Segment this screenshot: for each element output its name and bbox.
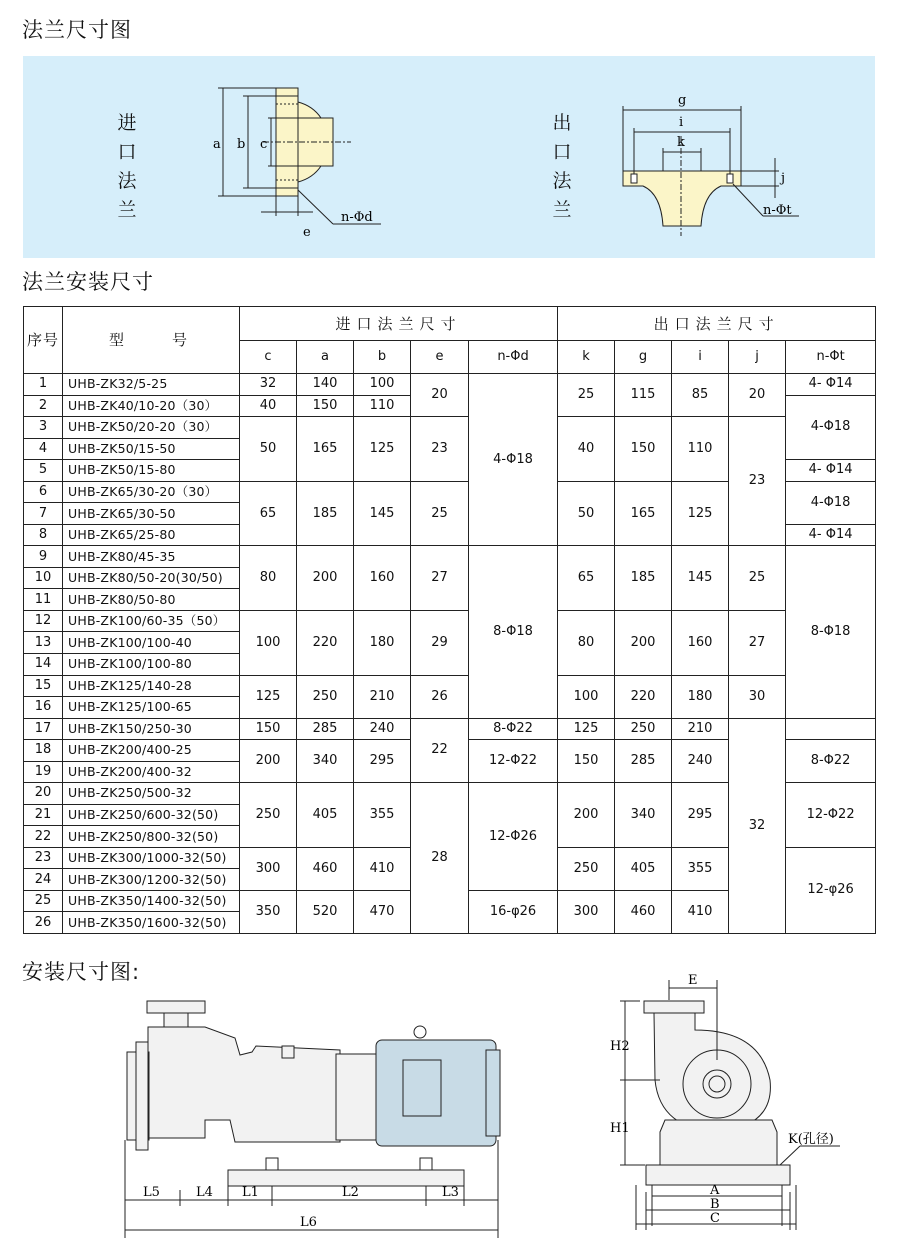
cell-j: 20 [729,374,786,417]
row-no: 18 [24,740,63,762]
row-model: UHB-ZK80/50-80 [63,589,240,611]
table-row [24,718,876,740]
cell-c: 350 [240,890,297,933]
cell-c: 150 [240,718,297,740]
cell-c: 250 [240,783,297,848]
table-header-row [24,307,876,341]
cell-g: 460 [615,890,672,933]
row-model: UHB-ZK50/15-50 [63,438,240,460]
header-j: j [729,341,786,374]
cell-b: 125 [354,417,411,482]
cell-b: 470 [354,890,411,933]
cell-e: 25 [411,481,469,546]
cell-a: 165 [297,417,354,482]
cell-i: 85 [672,374,729,417]
cell-i: 160 [672,610,729,675]
row-no: 8 [24,524,63,546]
cell-nt: 4-Φ18 [786,481,876,524]
cell-a: 185 [297,481,354,546]
cell-j: 30 [729,675,786,718]
cell-a: 285 [297,718,354,740]
cell-nd: 8-Φ22 [469,718,558,740]
table-row [24,610,876,632]
dim-H2-label: H2 [610,1039,630,1054]
cell-nd: 4-Φ18 [469,374,558,546]
cell-a: 520 [297,890,354,933]
table-row [24,417,876,439]
cell-b: 355 [354,783,411,848]
cell-a: 220 [297,610,354,675]
cell-b: 100 [354,374,411,396]
cell-j: 25 [729,546,786,611]
table-row [24,374,876,396]
cell-i: 180 [672,675,729,718]
header-i: i [672,341,729,374]
dim-b-label: b [237,137,246,152]
dim-a-label: a [213,137,221,152]
cell-e: 27 [411,546,469,611]
cell-e: 22 [411,718,469,783]
cell-j: 23 [729,417,786,546]
outlet-holes-label: n-Φt [763,203,792,218]
header-a: a [297,341,354,374]
cell-a: 250 [297,675,354,718]
cell-b: 240 [354,718,411,740]
cell-b: 410 [354,847,411,890]
row-model: UHB-ZK250/500-32 [63,783,240,805]
row-model: UHB-ZK200/400-25 [63,740,240,762]
cell-g: 150 [615,417,672,482]
row-model: UHB-ZK150/250-30 [63,718,240,740]
cell-c: 50 [240,417,297,482]
cell-e: 29 [411,610,469,675]
front-view [620,980,840,1230]
row-model: UHB-ZK250/800-32(50) [63,826,240,848]
installation-drawing [0,960,900,1247]
row-no: 15 [24,675,63,697]
row-no: 20 [24,783,63,805]
cell-g: 340 [615,783,672,848]
dim-k-label: k [677,135,685,150]
outlet-flange-drawing [603,76,823,256]
row-model: UHB-ZK100/100-80 [63,654,240,676]
row-model: UHB-ZK65/25-80 [63,524,240,546]
cell-g: 250 [615,718,672,740]
cell-i: 355 [672,847,729,890]
row-no: 5 [24,460,63,482]
cell-b: 145 [354,481,411,546]
row-no: 14 [24,654,63,676]
row-no: 1 [24,374,63,396]
row-no: 11 [24,589,63,611]
row-no: 12 [24,610,63,632]
dim-i-label: i [679,115,684,130]
table-row [24,675,876,697]
cell-k: 100 [558,675,615,718]
cell-e: 20 [411,374,469,417]
cell-e: 28 [411,783,469,934]
cell-i: 410 [672,890,729,933]
cell-nt [786,718,876,740]
table-row [24,546,876,568]
row-model: UHB-ZK65/30-20（30） [63,481,240,503]
row-no: 10 [24,567,63,589]
row-model: UHB-ZK350/1400-32(50) [63,890,240,912]
cell-g: 285 [615,740,672,783]
row-model: UHB-ZK80/50-20(30/50) [63,567,240,589]
dim-j-label: j [781,171,786,186]
cell-nd: 8-Φ18 [469,546,558,718]
cell-i: 295 [672,783,729,848]
header-nt: n-Φt [786,341,876,374]
flange-dims-heading: 法兰尺寸图 [22,18,132,42]
cell-nd: 16-φ26 [469,890,558,933]
row-no: 26 [24,912,63,934]
cell-nt: 4- Φ14 [786,460,876,482]
cell-nt: 4- Φ14 [786,524,876,546]
cell-c: 40 [240,395,297,417]
inlet-flange-drawing [173,66,393,256]
row-model: UHB-ZK125/100-65 [63,697,240,719]
cell-nd: 12-Φ26 [469,783,558,891]
flange-diagram-panel [23,56,875,258]
cell-nt: 8-Φ22 [786,740,876,783]
dim-A-label: A [710,1183,720,1198]
cell-nt: 12-Φ22 [786,783,876,848]
cell-c: 80 [240,546,297,611]
cell-c: 65 [240,481,297,546]
header-nd: n-Φd [469,341,558,374]
cell-k: 200 [558,783,615,848]
cell-g: 405 [615,847,672,890]
header-b: b [354,341,411,374]
dim-L4-label: L4 [196,1185,213,1200]
row-model: UHB-ZK250/600-32(50) [63,804,240,826]
cell-b: 210 [354,675,411,718]
cell-a: 460 [297,847,354,890]
cell-i: 125 [672,481,729,546]
dim-L1-label: L1 [242,1185,259,1200]
cell-c: 100 [240,610,297,675]
row-model: UHB-ZK300/1000-32(50) [63,847,240,869]
cell-k: 40 [558,417,615,482]
cell-g: 200 [615,610,672,675]
cell-b: 295 [354,740,411,783]
cell-c: 200 [240,740,297,783]
row-no: 6 [24,481,63,503]
row-model: UHB-ZK100/60-35（50） [63,610,240,632]
install-dims-heading: 法兰安装尺寸 [22,270,154,294]
cell-k: 125 [558,718,615,740]
row-no: 25 [24,890,63,912]
header-inlet-group: 进口法兰尺寸 [240,307,558,341]
cell-i: 145 [672,546,729,611]
row-model: UHB-ZK40/10-20（30） [63,395,240,417]
dim-L6-label: L6 [300,1215,317,1230]
cell-k: 25 [558,374,615,417]
cell-b: 180 [354,610,411,675]
dim-e-label: e [303,225,311,240]
dim-L5-label: L5 [143,1185,160,1200]
dim-g-label: g [678,93,687,108]
cell-b: 160 [354,546,411,611]
cell-a: 150 [297,395,354,417]
row-model: UHB-ZK350/1600-32(50) [63,912,240,934]
header-model: 型 号 [63,307,240,374]
row-no: 24 [24,869,63,891]
cell-j: 27 [729,610,786,675]
row-no: 4 [24,438,63,460]
cell-a: 140 [297,374,354,396]
row-model: UHB-ZK300/1200-32(50) [63,869,240,891]
row-no: 13 [24,632,63,654]
dim-c-label: c [260,137,268,152]
header-c: c [240,341,297,374]
row-model: UHB-ZK100/100-40 [63,632,240,654]
cell-nt: 4- Φ14 [786,374,876,396]
cell-k: 50 [558,481,615,546]
cell-b: 110 [354,395,411,417]
row-model: UHB-ZK125/140-28 [63,675,240,697]
row-no: 16 [24,697,63,719]
row-model: UHB-ZK32/5-25 [63,374,240,396]
install-drawing-heading: 安装尺寸图: [22,960,141,984]
row-no: 9 [24,546,63,568]
cell-c: 125 [240,675,297,718]
row-no: 23 [24,847,63,869]
cell-g: 220 [615,675,672,718]
header-g: g [615,341,672,374]
row-model: UHB-ZK65/30-50 [63,503,240,525]
outlet-flange-label: 出 口 法 兰 [552,112,572,221]
dim-E-label: E [688,973,698,988]
header-e: e [411,341,469,374]
row-model: UHB-ZK50/20-20（30） [63,417,240,439]
cell-c: 32 [240,374,297,396]
cell-c: 300 [240,847,297,890]
dim-K-label: K(孔径) [788,1132,834,1147]
cell-a: 200 [297,546,354,611]
row-no: 21 [24,804,63,826]
row-no: 17 [24,718,63,740]
row-no: 19 [24,761,63,783]
row-no: 2 [24,395,63,417]
header-k: k [558,341,615,374]
cell-k: 300 [558,890,615,933]
row-model: UHB-ZK80/45-35 [63,546,240,568]
row-no: 22 [24,826,63,848]
dim-C-label: C [710,1211,720,1226]
cell-k: 150 [558,740,615,783]
row-no: 7 [24,503,63,525]
cell-g: 115 [615,374,672,417]
cell-a: 405 [297,783,354,848]
cell-nt: 8-Φ18 [786,546,876,718]
cell-i: 110 [672,417,729,482]
dim-B-label: B [710,1197,720,1212]
cell-g: 165 [615,481,672,546]
cell-g: 185 [615,546,672,611]
header-outlet-group: 出口法兰尺寸 [558,307,876,341]
dim-H1-label: H1 [610,1121,630,1136]
cell-k: 250 [558,847,615,890]
flange-spec-table [23,306,876,934]
inlet-flange-label: 进 口 法 兰 [117,112,137,221]
cell-e: 26 [411,675,469,718]
cell-nt: 4-Φ18 [786,395,876,460]
row-model: UHB-ZK200/400-32 [63,761,240,783]
cell-i: 240 [672,740,729,783]
cell-a: 340 [297,740,354,783]
dim-L3-label: L3 [442,1185,459,1200]
row-no: 3 [24,417,63,439]
cell-e: 23 [411,417,469,482]
cell-j: 32 [729,718,786,933]
row-model: UHB-ZK50/15-80 [63,460,240,482]
cell-k: 80 [558,610,615,675]
inlet-holes-label: n-Φd [341,210,373,225]
cell-nt: 12-φ26 [786,847,876,933]
cell-nd: 12-Φ22 [469,740,558,783]
header-no: 序号 [24,307,63,374]
side-view [125,1001,500,1238]
cell-i: 210 [672,718,729,740]
cell-k: 65 [558,546,615,611]
dim-L2-label: L2 [342,1185,359,1200]
